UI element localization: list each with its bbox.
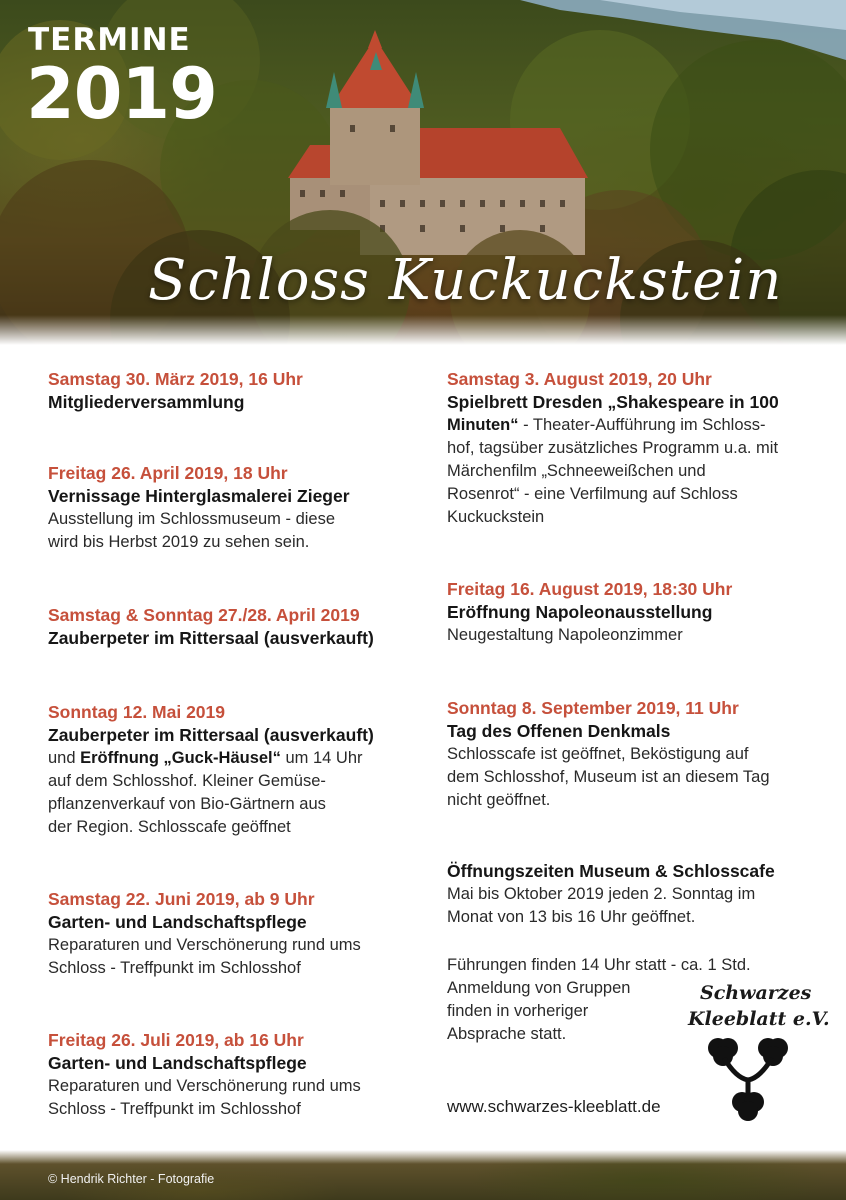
event-desc-line: Reparaturen und Verschönerung rund ums <box>48 936 361 954</box>
event-title: Mitgliederversammlung <box>48 392 245 412</box>
footer-photo <box>0 1150 846 1200</box>
event-date: Freitag 16. August 2019, 18:30 Uhr <box>447 579 733 599</box>
event-date: Samstag & Sonntag 27./28. April 2019 <box>48 605 360 625</box>
event-desc-prefix: und <box>48 749 81 767</box>
clover-icon <box>704 1034 794 1124</box>
event-entry <box>447 578 817 647</box>
opening-hours-title: Öffnungszeiten Museum & Schlosscafe <box>447 861 775 881</box>
event-highlight: Eröffnung „Guck-Häusel“ <box>80 749 281 767</box>
event-entry <box>48 462 428 554</box>
event-desc-line: Schloss - Treffpunkt im Schlosshof <box>48 1100 301 1118</box>
footer-fade <box>0 1150 846 1164</box>
header-year: 2019 <box>26 53 217 135</box>
event-desc-line: Neugestaltung Napoleonzimmer <box>447 626 683 644</box>
tours-line: Führungen finden 14 Uhr statt - ca. 1 Std. <box>447 956 751 974</box>
event-date: Sonntag 8. September 2019, 11 Uhr <box>447 698 739 718</box>
event-date: Samstag 22. Juni 2019, ab 9 Uhr <box>48 889 315 909</box>
event-title: Tag des Offenen Denkmals <box>447 721 671 741</box>
event-title: Spielbrett Dresden „Shakespeare in 100 <box>447 392 779 412</box>
event-desc-line: der Region. Schlosscafe geöffnet <box>48 818 291 836</box>
event-desc-line: hof, tagsüber zusätzliches Programm u.a. mit <box>447 439 779 457</box>
logo-text-line1: Schwarzes <box>700 982 812 1004</box>
event-entry <box>48 701 428 839</box>
event-desc-line: nicht geöffnet. <box>447 791 551 809</box>
event-date: Samstag 30. März 2019, 16 Uhr <box>48 369 303 389</box>
event-entry <box>48 888 428 980</box>
website-link[interactable]: www.schwarzes-kleeblatt.de <box>447 1097 661 1116</box>
event-title: Garten- und Landschaftspflege <box>48 912 307 932</box>
event-desc-suffix: um 14 Uhr <box>280 749 363 767</box>
event-date: Freitag 26. April 2019, 18 Uhr <box>48 463 288 483</box>
event-title: Garten- und Landschaftspflege <box>48 1053 307 1073</box>
event-desc-line: dem Schlosshof, Museum ist an diesem Tag <box>447 768 770 786</box>
event-desc-line <box>48 747 428 770</box>
event-title: Eröffnung Napoleonausstellung <box>447 602 713 622</box>
tours-line: Anmeldung von Gruppen <box>447 979 631 997</box>
event-desc-line <box>447 414 817 437</box>
event-date: Freitag 26. Juli 2019, ab 16 Uhr <box>48 1030 304 1050</box>
event-entry <box>447 697 817 812</box>
event-entry <box>48 368 428 414</box>
tours-line: Absprache statt. <box>447 1025 567 1043</box>
event-desc-line: Schlosscafe ist geöffnet, Beköstigung auf <box>447 745 749 763</box>
opening-hours <box>447 860 827 929</box>
event-title: Zauberpeter im Rittersaal (ausverkauft) <box>48 725 374 745</box>
header-fade <box>0 315 846 345</box>
header-photo <box>0 0 846 345</box>
logo-text-line2: Kleeblatt e.V. <box>688 1008 830 1030</box>
event-title: Zauberpeter im Rittersaal (ausverkauft) <box>48 628 374 648</box>
club-logo <box>684 982 830 1132</box>
event-desc-line: pflanzenverkauf von Bio-Gärtnern aus <box>48 795 326 813</box>
header-label: TERMINE <box>28 22 191 58</box>
event-desc-line: Kuckuckstein <box>447 508 545 526</box>
event-entry <box>447 368 817 529</box>
event-entry <box>48 604 428 650</box>
event-date: Samstag 3. August 2019, 20 Uhr <box>447 369 712 389</box>
event-desc-line: Schloss - Treffpunkt im Schlosshof <box>48 959 301 977</box>
event-desc-line: auf dem Schlosshof. Kleiner Gemüse- <box>48 772 326 790</box>
event-desc-line: Ausstellung im Schlossmuseum - diese <box>48 510 336 528</box>
event-title: Vernissage Hinterglasmalerei Zieger <box>48 486 350 506</box>
event-title-cont: Minuten“ <box>447 416 519 434</box>
event-date: Sonntag 12. Mai 2019 <box>48 702 226 722</box>
event-entry <box>48 1029 428 1121</box>
opening-hours-line: Mai bis Oktober 2019 jeden 2. Sonntag im <box>447 885 756 903</box>
event-desc-suffix: - Theater-Aufführung im Schloss- <box>518 416 766 434</box>
event-desc-line: Rosenrot“ - eine Verfilmung auf Schloss <box>447 485 738 503</box>
event-desc-line: wird bis Herbst 2019 zu sehen sein. <box>48 533 310 551</box>
photo-credit: © Hendrik Richter - Fotografie <box>48 1172 215 1186</box>
castle-name: Schloss Kuckuckstein <box>148 248 783 313</box>
tours-line: finden in vorheriger <box>447 1002 589 1020</box>
event-desc-line: Märchenfilm „Schneeweißchen und <box>447 462 706 480</box>
opening-hours-line: Monat von 13 bis 16 Uhr geöffnet. <box>447 908 696 926</box>
event-desc-line: Reparaturen und Verschönerung rund ums <box>48 1077 361 1095</box>
